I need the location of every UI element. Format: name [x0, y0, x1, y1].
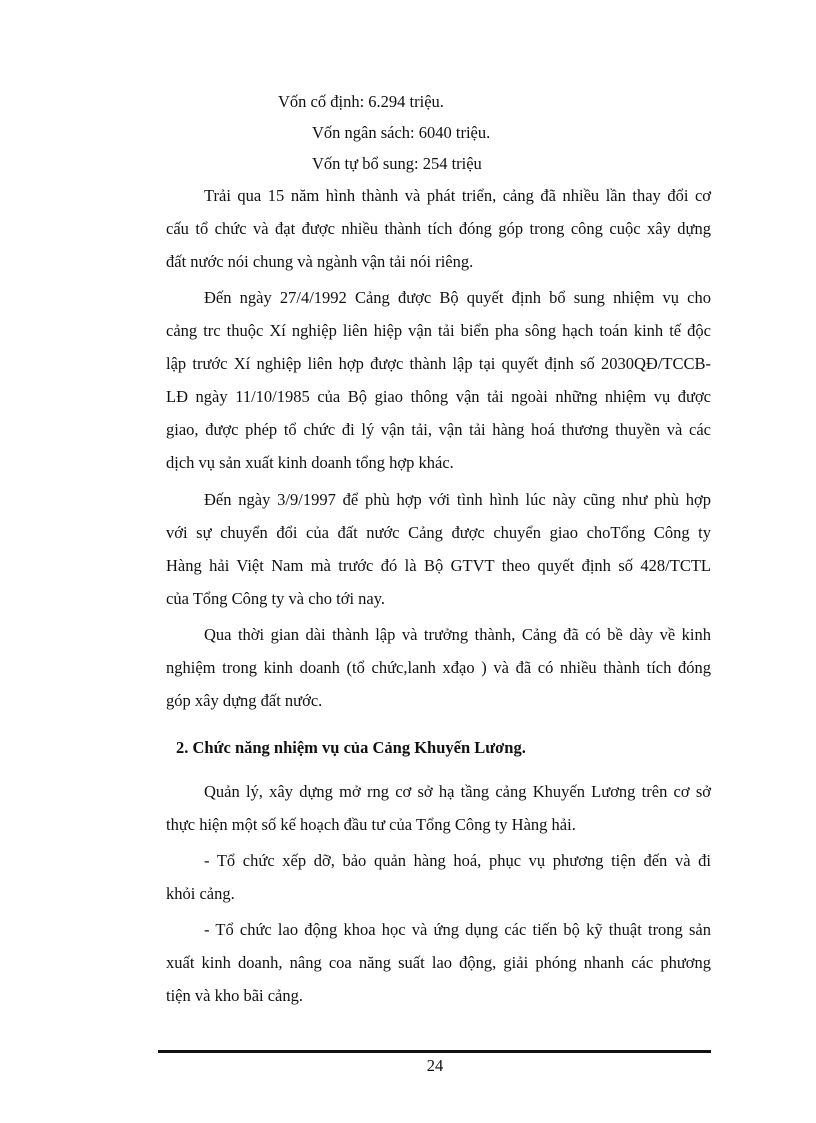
paragraph-line: Đến ngày 27/4/1992 Cảng được Bộ quyết định bổ sung nhiệm vụ cho [204, 288, 711, 307]
paragraph-line: tiện và kho bãi cảng. [166, 986, 303, 1005]
paragraph-line: dịch vụ sản xuất kinh doanh tổng hợp khác. [166, 453, 454, 472]
paragraph-line: với sự chuyển đổi của đất nước Cảng được chuyển giao choTổng Công ty [166, 523, 711, 542]
page-number: 24 [426, 1056, 444, 1075]
paragraph-line: Qua thời gian dài thành lập và trưởng thành, Cảng đã có bề dày về kinh [204, 625, 711, 644]
budget-capital-line: Vốn ngân sách: 6040 triệu. [312, 123, 491, 142]
paragraph-line: xuất kinh doanh, nâng coa năng suất lao động, giải phóng nhanh các phương [166, 953, 711, 972]
footer-rule [158, 1050, 711, 1053]
paragraph-line: của Tổng Công ty và cho tới nay. [166, 589, 386, 608]
paragraph-line: Trải qua 15 năm hình thành và phát triển, cảng đã nhiều lần thay đổi cơ [204, 186, 711, 205]
paragraph-line: LĐ ngày 11/10/1985 của Bộ giao thông vận tải ngoài những nhiệm vụ được [166, 387, 711, 406]
paragraph-line: đất nước nói chung và ngành vận tải nói riêng. [166, 252, 474, 271]
paragraph-line: góp xây dựng đất nước. [166, 691, 323, 710]
paragraph-line: - Tổ chức lao động khoa học và ứng dụng các tiến bộ kỹ thuật trong sản [204, 920, 711, 939]
section-heading: 2. Chức năng nhiệm vụ của Cảng Khuyến Lương. [176, 738, 526, 757]
paragraph-line: lập trước Xí nghiệp liên hợp được thành lập tại quyết định số 2030QĐ/TCCB- [166, 354, 711, 373]
paragraph-line: Hàng hải Việt Nam mà trước đó là Bộ GTVT theo quyết định số 428/TCTL [166, 556, 711, 575]
fixed-capital-line: Vốn cố định: 6.294 triệu. [278, 92, 444, 111]
paragraph-line: nghiệm trong kinh doanh (tổ chức,lanh xđạo ) và đã có nhiều thành tích đóng [166, 658, 711, 677]
paragraph-line: - Tổ chức xếp dỡ, bảo quản hàng hoá, phục vụ phương tiện đến và đi [204, 851, 711, 870]
self-capital-line: Vốn tự bổ sung: 254 triệu [312, 154, 482, 173]
paragraph-line: khỏi cảng. [166, 884, 235, 903]
paragraph-line: giao, được phép tổ chức đi lý vận tải, vận tải hàng hoá thương thuyền và các [166, 420, 711, 439]
paragraph-line: cảng trc thuộc Xí nghiệp liên hiệp vận tải biển pha sông hạch toán kinh tế độc [166, 321, 711, 340]
paragraph-line: cấu tổ chức và đạt được nhiều thành tích đóng góp trong công cuộc xây dựng [166, 219, 711, 238]
paragraph-line: thực hiện một số kế hoạch đầu tư của Tổng Công ty Hàng hải. [166, 815, 576, 834]
paragraph-line: Đến ngày 3/9/1997 để phù hợp với tình hình lúc này cũng như phù hợp [204, 490, 711, 509]
paragraph-line: Quản lý, xây dựng mở rng cơ sở hạ tầng cảng Khuyến Lương trên cơ sở [204, 782, 711, 801]
